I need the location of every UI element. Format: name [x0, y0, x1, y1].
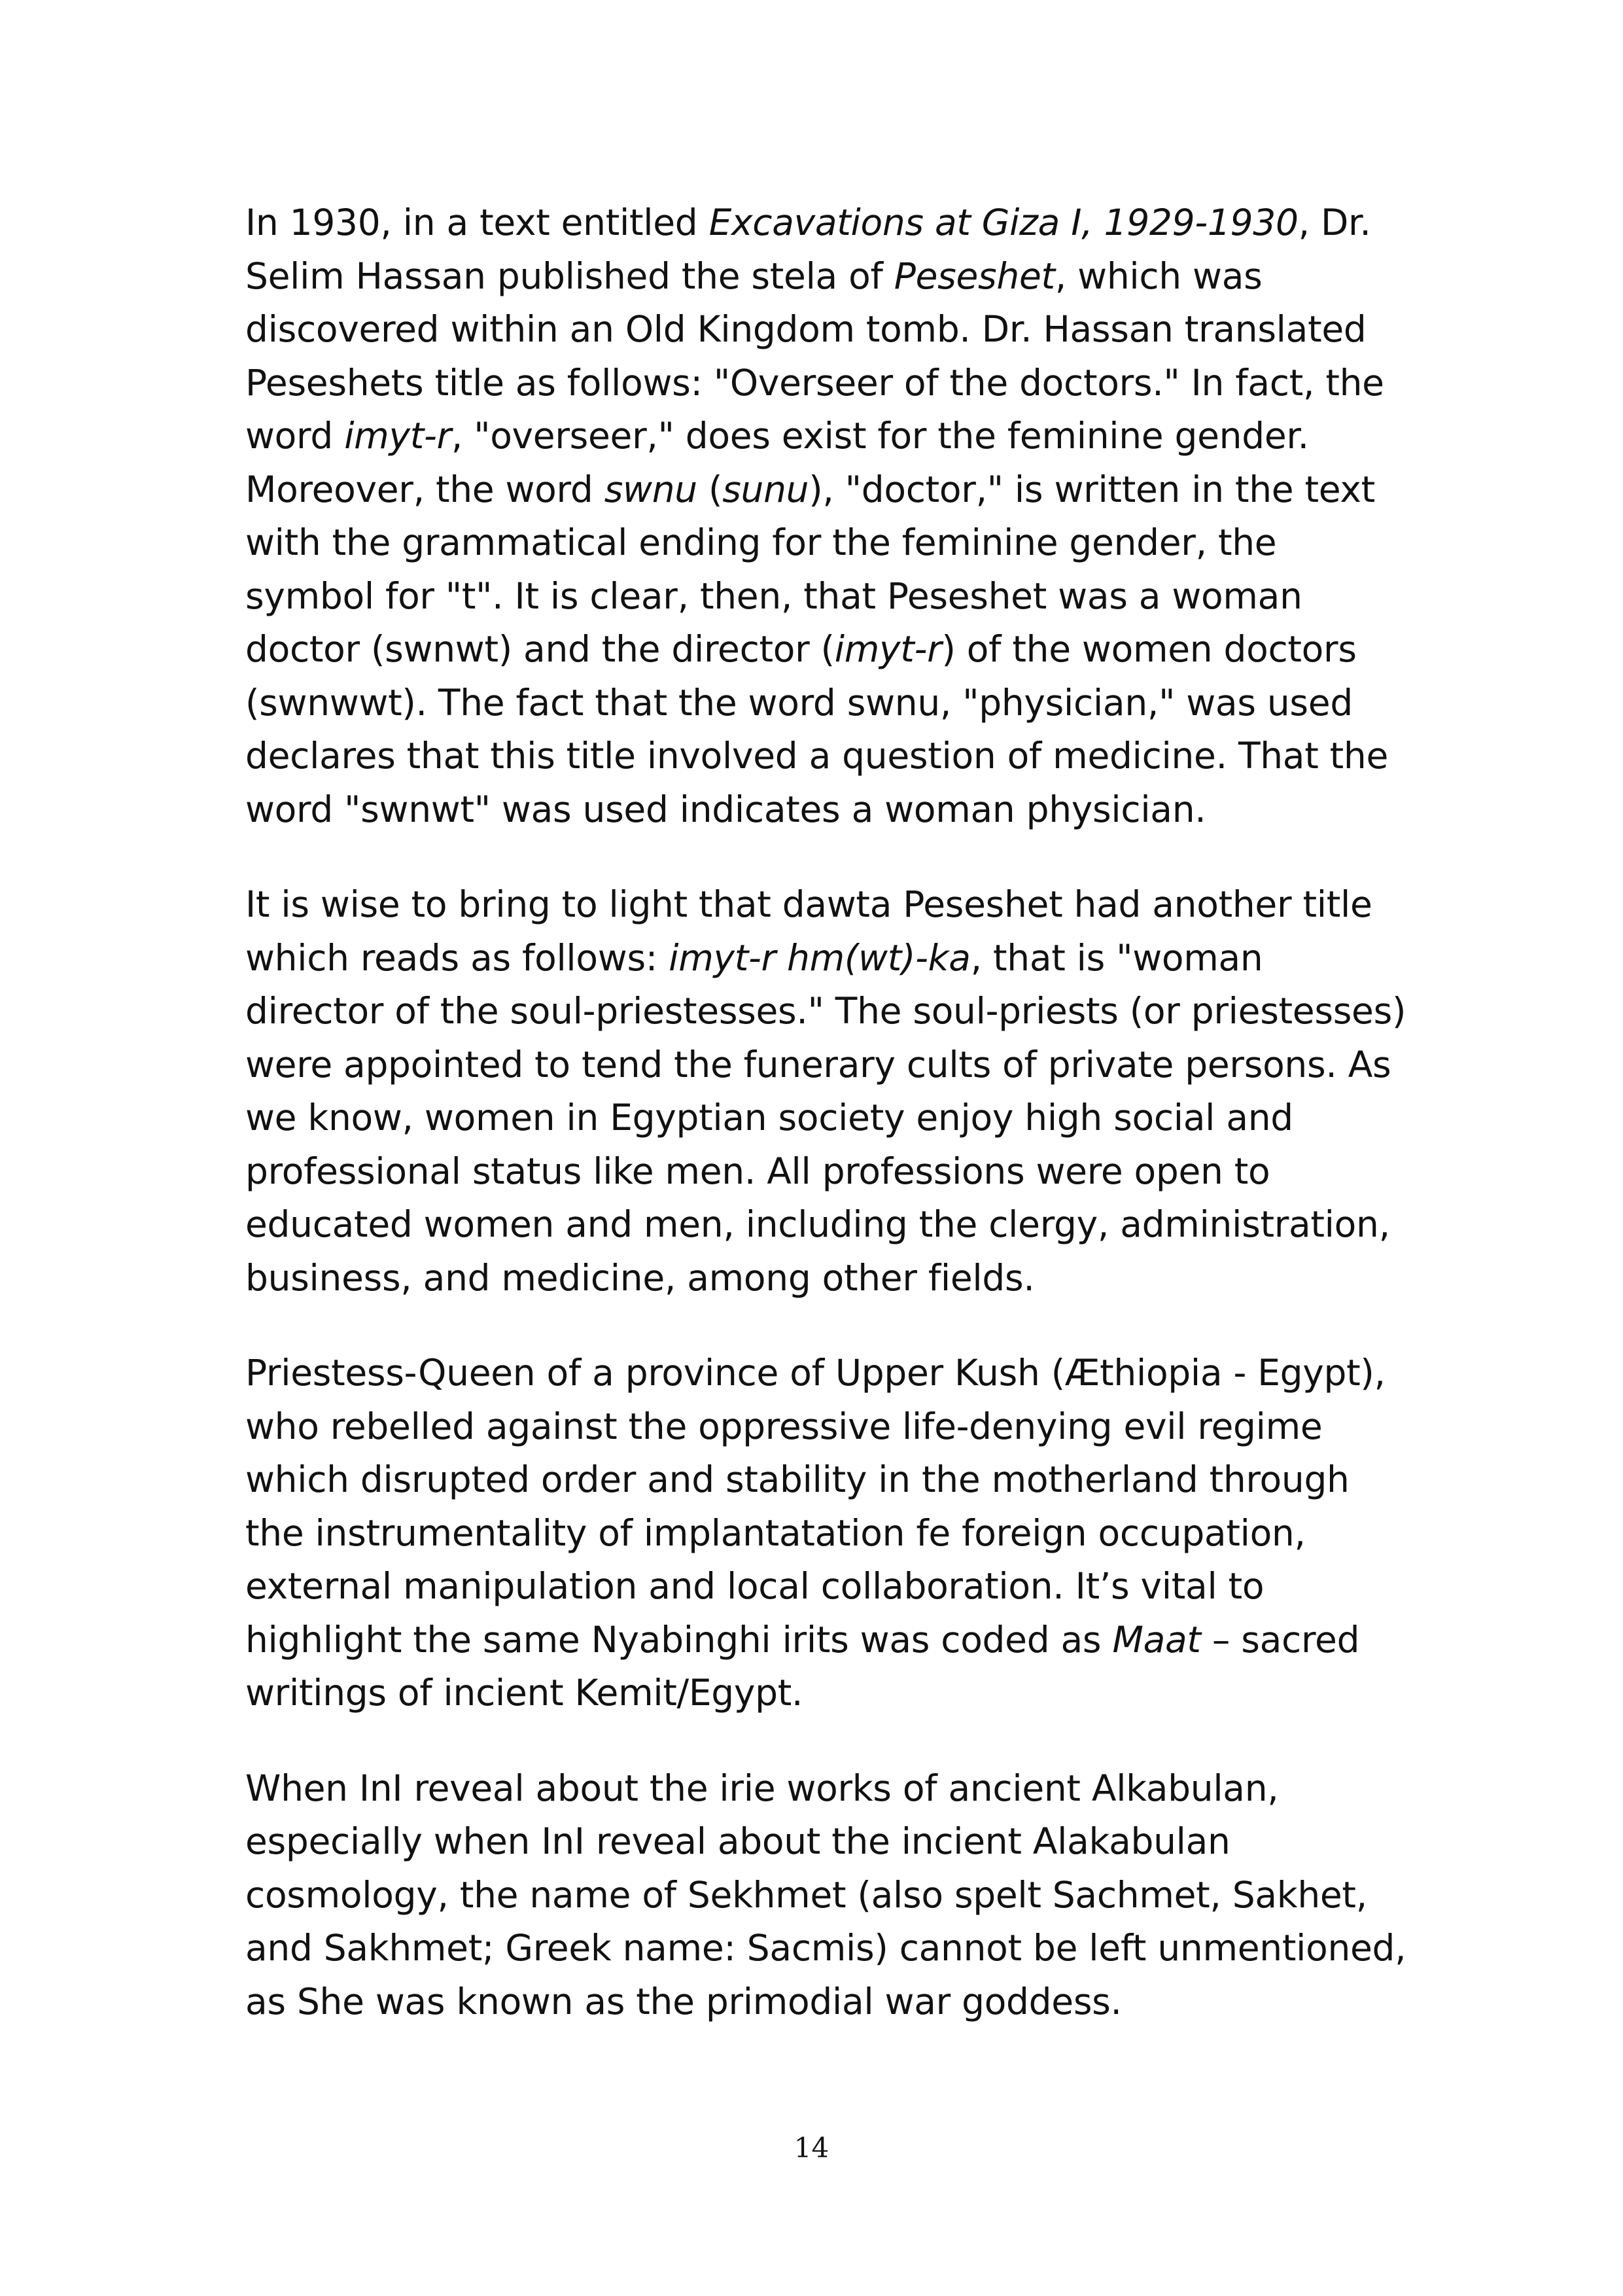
- page-number: 14: [794, 2132, 829, 2164]
- paragraph-3: [245, 1347, 1410, 1720]
- paragraph-2: [245, 878, 1410, 1305]
- text-run: ), "doctor," is written in the text with the grammatical ending for the feminine gender, the symbol for "t". It is clear, then, that Peseshet was a woman doctor (swnwt) and the director (: [245, 468, 1375, 670]
- text-run: , Dr. Selim Hassan published the stela of: [245, 202, 1371, 297]
- text-run: , "overseer," does exist for the feminine gender. Moreover, the word: [245, 415, 1309, 510]
- text-run: (: [697, 468, 723, 510]
- text-run: – sacred writings of incient Kemit/Egypt.: [245, 1618, 1360, 1714]
- italic-term: sunu: [722, 468, 809, 510]
- italic-term: swnu: [604, 468, 697, 510]
- text-run: , which was discovered within an Old Kingdom tomb. Dr. Hassan translated Peseshets title as follows: "Overseer of the doctors." In fact, the word: [245, 255, 1384, 457]
- text-run: When InI reveal about the irie works of ancient Alkabulan, especially when InI reveal about the incient Alakabulan cosmology, the name of Sekhmet (also spelt Sachmet, Sakhet, and Sakhmet; Greek name: Sacmis) cannot be left unmentioned, as She was known as the primodial war goddess.: [245, 1767, 1406, 2022]
- paragraph-1: [245, 196, 1410, 836]
- italic-term: imyt-r: [834, 628, 942, 670]
- text-run: In 1930, in a text entitled: [245, 202, 709, 243]
- text-run: ) of the women doctors (swnwwt). The fact that the word swnu, "physician," was used declares that this title involved a question of medicine. That the word "swnwt" was used indicates a woman physician.: [245, 628, 1389, 830]
- text-run: Priestess-Queen of a province of Upper Kush (Æthiopia - Egypt), who rebelled against the oppressive life-denying evil regime which disrupted order and stability in the motherland through the instrumentality of implantatation fe foreign occupation, external manipulation and local collaboration. It’s vital to highlight the same Nyabinghi irits was coded as: [245, 1352, 1386, 1661]
- text-run: , that is "woman director of the soul-priestesses." The soul-priests (or priestesses) were appointed to tend the funerary cults of private persons. As we know, women in Egyptian society enjoy high social and professional status like men. All professions were open to educated women and men, including the clergy, administration, business, and medicine, among other fields.: [245, 936, 1406, 1299]
- italic-term: imyt-r: [344, 415, 451, 457]
- text-run: It is wise to bring to light that dawta Peseshet had another title which reads as follows:: [245, 883, 1372, 979]
- italic-term: imyt-r hm(wt)-ka: [669, 936, 971, 979]
- italic-term: Excavations at Giza I, 1929-1930: [708, 202, 1299, 243]
- body-text: [245, 196, 1410, 2070]
- paragraph-4: [245, 1762, 1410, 2029]
- italic-term: Peseshet: [894, 255, 1055, 297]
- italic-term: Maat: [1112, 1618, 1201, 1661]
